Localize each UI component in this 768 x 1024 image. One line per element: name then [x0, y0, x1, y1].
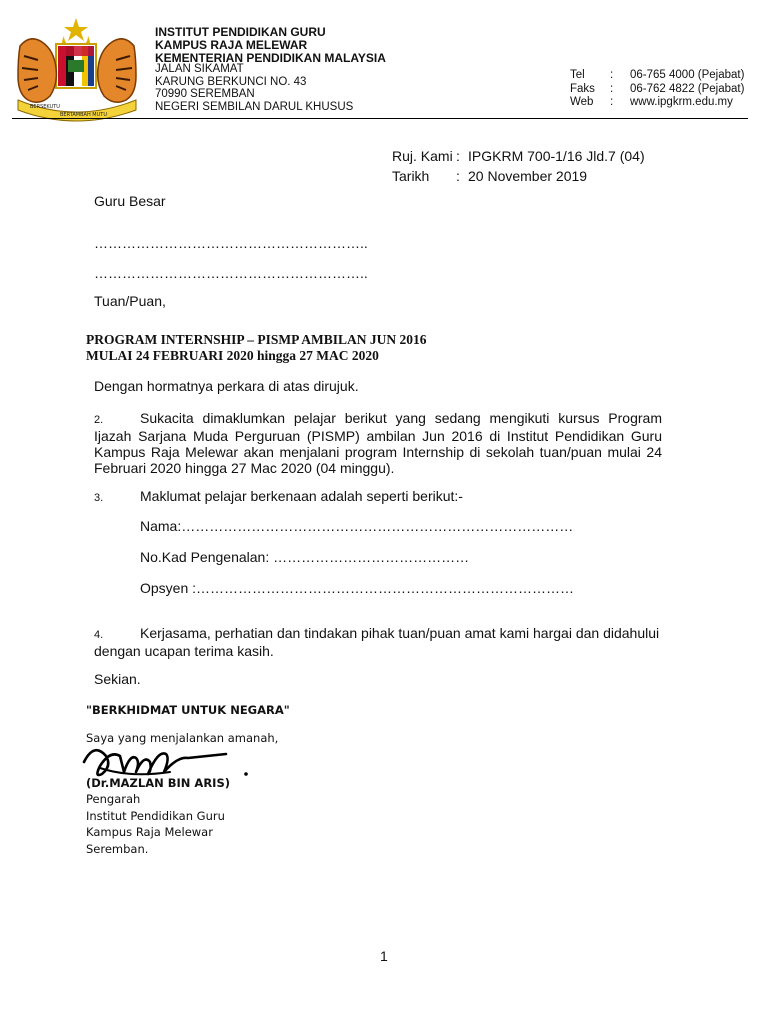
paragraph-2 — [94, 410, 662, 476]
org-line: INSTITUT PENDIDIKAN GURU — [155, 25, 326, 39]
crest-motto-right: BERTAMBAH MUTU — [60, 112, 107, 118]
salutation: Tuan/Puan, — [94, 293, 166, 309]
paragraph-text: Sukacita dimaklumkan pelajar berikut yang sedang mengikuti kursus Program Ijazah Sarjana Muda Perguruan (PISMP) ambilan Jun 2016 di Institut Pendidikan Guru Kampus Raja Melewar akan menjalani program Internship di sekolah tuan/puan mulai 24 Februari 2020 hingga 27 Mac 2020 (04 minggu). — [94, 410, 662, 476]
paragraph-number: 2. — [94, 414, 104, 426]
position-line: Pengarah — [86, 792, 141, 806]
paragraph-text: Maklumat pelajar berkenaan adalah seperti berikut:- — [140, 488, 463, 504]
contact-value: 06-765 4000 (Pejabat) — [630, 69, 745, 81]
address-line: JALAN SIKAMAT — [155, 63, 244, 75]
closing: Sekian. — [94, 671, 141, 687]
tarikh-row: Tarikh : 20 November 2019 — [392, 168, 588, 184]
position-line: Institut Pendidikan Guru — [86, 808, 225, 823]
recipient-title: Guru Besar — [94, 193, 166, 209]
paragraph-4 — [94, 625, 662, 659]
signatory-name: (Dr.MAZLAN BIN ARIS) — [86, 776, 230, 790]
reference-block — [392, 146, 645, 186]
signatory-position — [86, 791, 225, 857]
address-line: 70990 SEREMBAN — [155, 88, 255, 100]
org-line: KAMPUS RAJA MELEWAR — [155, 38, 308, 52]
ruj-label: Ruj. Kami — [392, 148, 453, 164]
malaysia-coat-of-arms-icon — [12, 16, 142, 122]
contact-row-faks: Faks : 06-762 4822 (Pejabat) — [570, 82, 745, 95]
ruj-value: IPGKRM 700-1/16 Jld.7 (04) — [468, 148, 645, 164]
motto: "BERKHIDMAT UNTUK NEGARA" — [86, 703, 290, 717]
address-line: NEGERI SEMBILAN DARUL KHUSUS — [155, 100, 354, 113]
contact-label: Tel — [570, 69, 585, 81]
intro-paragraph: Dengan hormatnya perkara di atas dirujuk. — [94, 378, 359, 394]
recipient-line: ………………………………………………….. — [94, 265, 368, 281]
contact-value: 06-762 4822 (Pejabat) — [630, 82, 745, 95]
contact-label: Web — [570, 96, 594, 108]
ruj-row: Ruj. Kami : IPGKRM 700-1/16 Jld.7 (04) — [392, 148, 645, 164]
page-number: 1 — [380, 948, 388, 964]
header-divider — [12, 118, 748, 119]
paragraph-number: 4. — [94, 629, 104, 641]
paragraph-3 — [94, 488, 463, 506]
org-line: KEMENTERIAN PENDIDIKAN MALAYSIA — [155, 51, 386, 65]
recipient-line: ………………………………………………….. — [94, 235, 368, 251]
position-line: Kampus Raja Melewar — [86, 825, 213, 839]
address-line: KARUNG BERKUNCI NO. 43 — [155, 75, 307, 88]
subject-line: MULAI 24 FEBRUARI 2020 hingga 27 MAC 2020 — [86, 348, 379, 363]
position-line: Seremban. — [86, 841, 149, 856]
paragraph-text: Kerjasama, perhatian dan tindakan pihak tuan/puan amat kami hargai dan didahului dengan ucapan terima kasih. — [94, 625, 660, 659]
field-opsyen: Opsyen :……………………………………………………………………… — [140, 580, 575, 596]
contact-row-web: Web : www.ipgkrm.edu.my — [570, 96, 733, 108]
field-kad-pengenalan: No.Kad Pengenalan: …………………………………… — [140, 549, 470, 565]
letterhead-address — [155, 63, 353, 113]
contact-label: Faks — [570, 82, 595, 95]
tarikh-value: 20 November 2019 — [468, 168, 588, 184]
paragraph-number: 3. — [94, 492, 104, 504]
tarikh-label: Tarikh — [392, 168, 430, 184]
subject-line: PROGRAM INTERNSHIP – PISMP AMBILAN JUN 2016 — [86, 332, 427, 347]
contact-row-tel: Tel : 06-765 4000 (Pejabat) — [570, 69, 745, 81]
field-nama: Nama:………………………………………………………………………… — [140, 518, 574, 534]
letterhead-organisation — [155, 26, 386, 65]
contact-value: www.ipgkrm.edu.my — [630, 96, 733, 108]
crest-motto-left: BERSEKUTU — [30, 104, 60, 110]
letterhead-contact — [570, 69, 744, 110]
saya-line: Saya yang menjalankan amanah, — [86, 731, 279, 745]
